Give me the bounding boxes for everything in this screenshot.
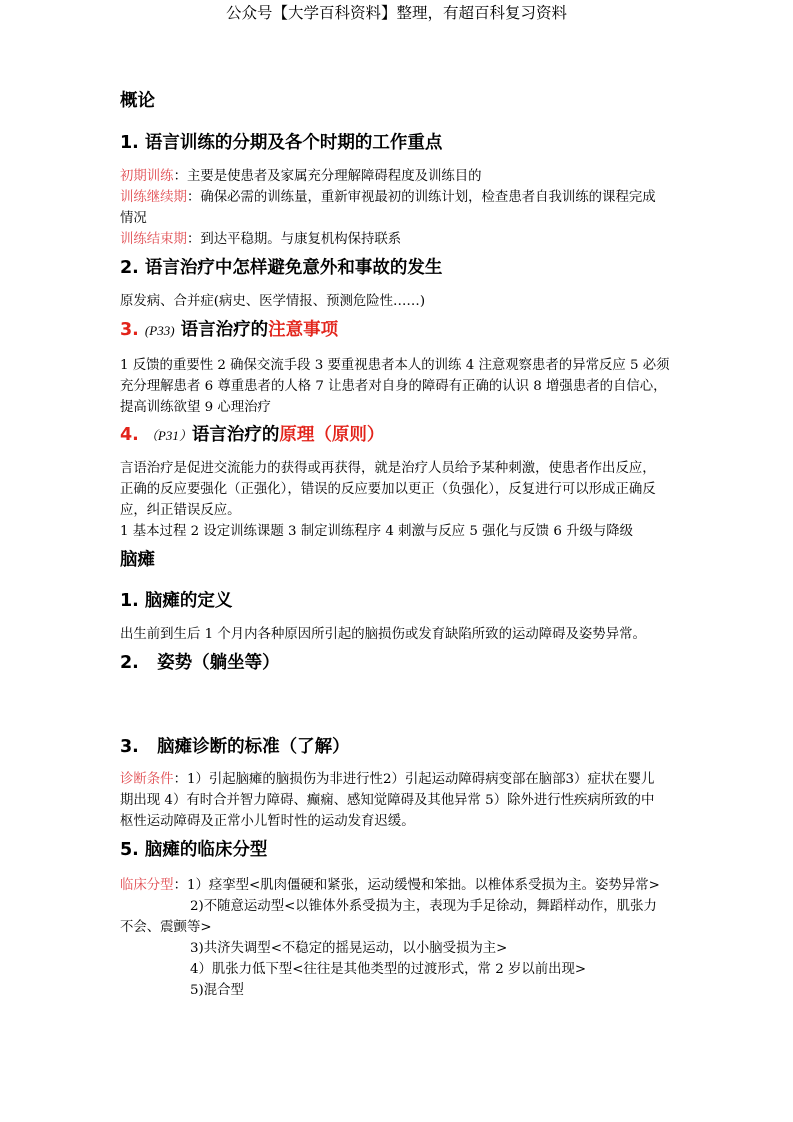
heading-1 (120, 131, 442, 155)
paragraph-line: 4）肌张力低下型<往往是其他类型的过渡形式，常 2 岁以前出现> (190, 962, 587, 977)
heading-highlight: 原理（原则） (279, 425, 385, 445)
heading-6 (120, 651, 280, 675)
heading-3 (120, 318, 338, 343)
heading-8 (120, 838, 267, 862)
label: 训练结束期 (120, 232, 187, 247)
heading-highlight: 注意事项 (268, 320, 339, 340)
page-reference: (P33) (144, 323, 175, 338)
heading-text: 语言治疗的 (191, 425, 280, 445)
page-reference: （P31） (144, 428, 192, 443)
heading-number: 2. (120, 258, 139, 278)
text: ：1）引起脑瘫的脑损伤为非进行性2）引起运动障碍病变部在脑部3）症状在婴儿 (173, 772, 655, 787)
paragraph-line (120, 877, 660, 895)
heading-text: 语言治疗中怎样避免意外和事故的发生 (144, 258, 443, 278)
paragraph-line (120, 189, 656, 207)
paragraph-line: 应，纠正错误反应。 (120, 503, 241, 518)
paragraph-line: 言语治疗是促进交流能力的获得或再获得，就是治疗人员给予某种刺激，使患者作出反应， (120, 461, 656, 476)
heading-number: 5. (120, 840, 139, 860)
heading-text: 脑瘫的定义 (144, 591, 233, 611)
paragraph-line: 情况 (120, 211, 147, 226)
page-header: 公众号【大学百科资料】整理，有超百科复习资料 (225, 4, 567, 22)
heading-2 (120, 256, 442, 280)
text: ：到达平稳期。与康复机构保持联系 (186, 232, 402, 247)
heading-number: 3. (120, 320, 139, 340)
paragraph-line (120, 168, 482, 186)
heading-7 (120, 735, 350, 759)
paragraph-line: 不会、震颤等> (120, 920, 212, 935)
label: 训练继续期 (120, 190, 187, 205)
paragraph-line: 3)共济失调型<不稳定的摇晃运动，以小脑受损为主> (190, 941, 508, 956)
paragraph-line (120, 771, 654, 789)
heading-text: 姿势（躺坐等） (157, 653, 280, 673)
paragraph-line: 2)不随意运动型<以锥体外系受损为主，表现为手足徐动，舞蹈样动作，肌张力 (190, 899, 657, 914)
heading-number: 4. (120, 425, 139, 445)
paragraph-line: 1 反馈的重要性 2 确保交流手段 3 要重视患者本人的训练 4 注意观察患者的异常反应 5 必须 (120, 358, 670, 373)
heading-number: 2. (120, 653, 139, 673)
heading-number: 1. (120, 133, 139, 153)
label: 诊断条件 (120, 772, 174, 787)
label: 初期训练 (120, 169, 174, 184)
paragraph-line: 提高训练欲望 9 心理治疗 (120, 400, 271, 415)
section-title-overview: 概论 (120, 91, 155, 111)
text: ：1）痉挛型<肌肉僵硬和紧张，运动缓慢和笨拙。以椎体系受损为主。姿势异常> (173, 878, 660, 893)
heading-4 (120, 423, 384, 448)
paragraph-line: 期出现 4）有时合并智力障碍、癫痫、感知觉障碍及其他异常 5）除外进行性疾病所致的中 (120, 793, 655, 808)
paragraph-line (120, 231, 401, 249)
paragraph-line: 充分理解患者 6 尊重患者的人格 7 让患者对自身的障碍有正确的认识 8 增强患者的自信心， (120, 379, 667, 394)
paragraph-line: 正确的反应要强化（正强化），错误的反应要加以更正（负强化），反复进行可以形成正确反 (120, 482, 656, 497)
heading-5 (120, 589, 232, 613)
section-title-cerebral-palsy: 脑瘫 (120, 550, 155, 570)
heading-text: 语言训练的分期及各个时期的工作重点 (144, 133, 443, 153)
heading-text: 脑瘫诊断的标准（了解） (157, 737, 350, 757)
heading-number: 3. (120, 737, 139, 757)
heading-number: 1. (120, 591, 139, 611)
label: 临床分型 (120, 878, 174, 893)
text: ：主要是使患者及家属充分理解障碍程度及训练目的 (173, 169, 482, 184)
paragraph-line: 5)混合型 (190, 983, 244, 998)
text: ：确保必需的训练量，重新审视最初的训练计划，检查患者自我训练的课程完成 (186, 190, 656, 205)
paragraph-line: 出生前到生后 1 个月内各种原因所引起的脑损伤或发育缺陷所致的运动障碍及姿势异常。 (120, 627, 646, 642)
paragraph-line: 枢性运动障碍及正常小儿暂时性的运动发育迟缓。 (120, 814, 415, 829)
paragraph-line: 1 基本过程 2 设定训练课题 3 制定训练程序 4 刺激与反应 5 强化与反馈 6 升级与降级 (120, 524, 634, 539)
paragraph-line: 原发病、合并症(病史、医学情报、预测危险性……) (120, 294, 426, 309)
heading-text: 脑瘫的临床分型 (144, 840, 268, 860)
heading-text: 语言治疗的 (180, 320, 269, 340)
